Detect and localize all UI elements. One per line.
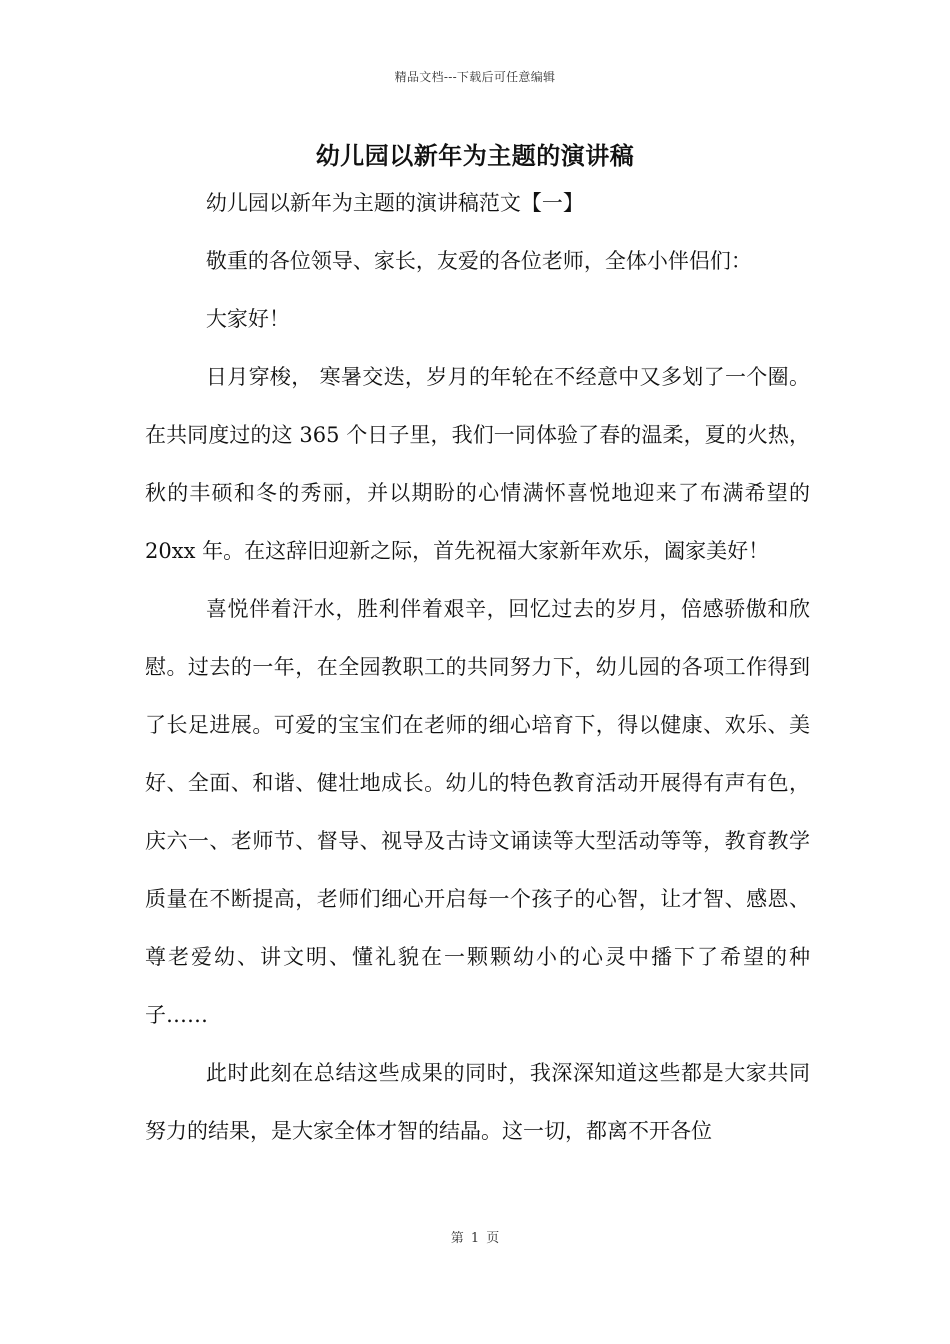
paragraph-body-3: 此时此刻在总结这些成果的同时，我深深知道这些都是大家共同努力的结果，是大家全体才智的结晶。这一切，都离不开各位 bbox=[145, 1061, 810, 1143]
paragraph-subtitle: 幼儿园以新年为主题的演讲稿范文【一】 bbox=[205, 191, 584, 215]
header-note: 精品文档---下载后可任意编辑 bbox=[394, 70, 556, 84]
paragraph-salutation: 敬重的各位领导、家长，友爱的各位老师，全体小伴侣们： bbox=[205, 249, 752, 273]
paragraph-body-1: 日月穿梭， 寒暑交迭，岁月的年轮在不经意中又多划了一个圈。在共同度过的这 365 个日子里，我们一同体验了春的温柔，夏的火热，秋的丰硕和冬的秀丽，并以期盼的心情满怀喜悦地迎来了布满希望的 20xx 年。在这辞旧迎新之际，首先祝福大家新年欢乐，阖家美好！ bbox=[145, 365, 810, 563]
page-number: 第 1 页 bbox=[450, 1231, 500, 1246]
paragraph-body-2: 喜悦伴着汗水，胜利伴着艰辛，回忆过去的岁月，倍感骄傲和欣慰。过去的一年，在全园教职工的共同努力下，幼儿园的各项工作得到了长足进展。可爱的宝宝们在老师的细心培育下，得以健康、欢乐、美好、全面、和谐、健壮地成长。幼儿的特色教育活动开展得有声有色，庆六一、老师节、督导、视导及古诗文诵读等大型活动等等，教育教学质量在不断提高，老师们细心开启每一个孩子的心智，让才智、感恩、尊老爱幼、讲文明、懂礼貌在一颗颗幼小的心灵中播下了希望的种子…… bbox=[145, 597, 810, 1027]
document-title: 幼儿园以新年为主题的演讲稿 bbox=[315, 141, 635, 170]
paragraph-greeting: 大家好！ bbox=[205, 307, 290, 331]
document-body bbox=[145, 174, 810, 1160]
